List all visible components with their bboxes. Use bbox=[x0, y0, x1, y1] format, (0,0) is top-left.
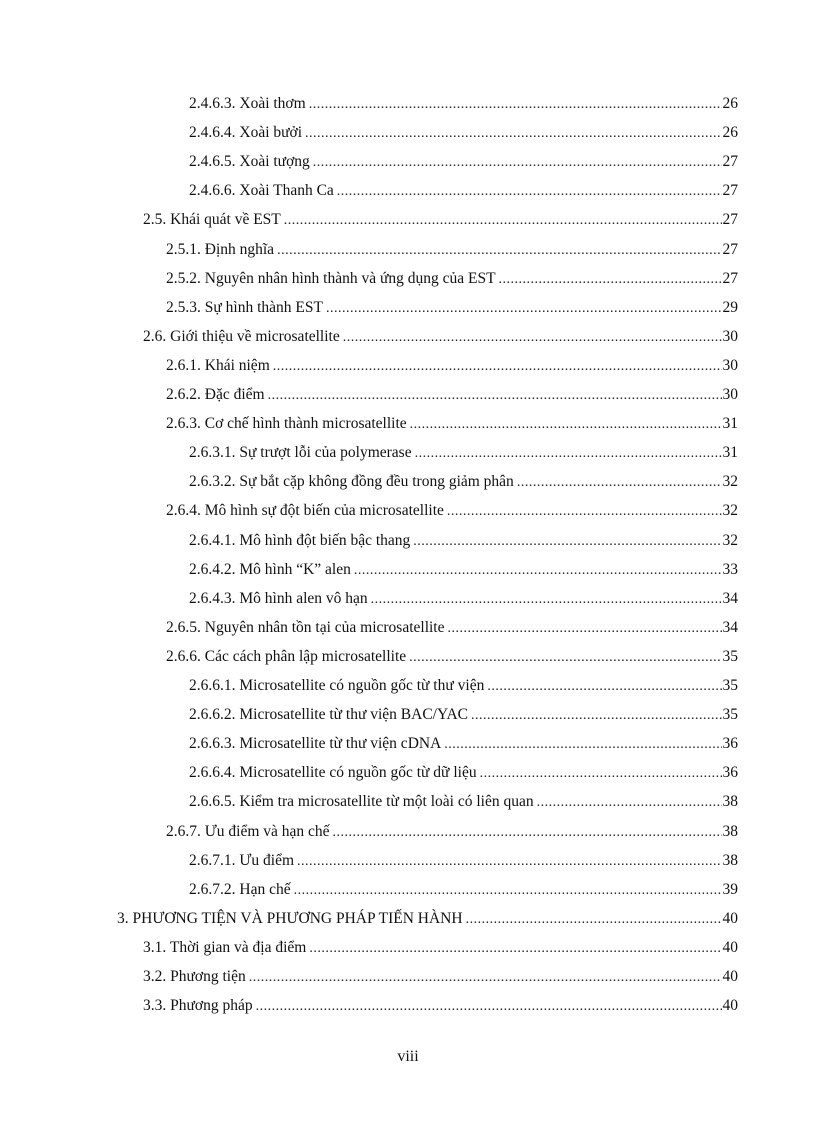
toc-entry[interactable] bbox=[166, 352, 738, 380]
toc-entry[interactable] bbox=[189, 585, 738, 613]
dot-leader bbox=[471, 702, 722, 730]
toc-entry-page: 35 bbox=[722, 706, 738, 724]
dot-leader bbox=[499, 266, 722, 294]
toc-entry-title: 2.6.3.2. Sự bắt cặp không đồng đều trong giảm phân bbox=[189, 473, 514, 491]
toc-entry-page: 35 bbox=[722, 647, 738, 665]
toc-entry-title: 3.1. Thời gian và địa điểm bbox=[143, 938, 307, 956]
toc-entry-title: 2.5. Khái quát về EST bbox=[143, 211, 281, 229]
toc-entry[interactable] bbox=[166, 497, 738, 525]
toc-entry-title: 2.6.6.2. Microsatellite từ thư viện BAC/YAC bbox=[189, 706, 468, 724]
toc-entry-page: 40 bbox=[722, 968, 738, 985]
toc-entry-title: 2.6.5. Nguyên nhân tồn tại của microsatellite bbox=[166, 618, 445, 636]
toc-entry[interactable] bbox=[166, 614, 738, 642]
toc-entry-title: 2.6.3.1. Sự trượt lỗi của polymerase bbox=[189, 444, 412, 462]
toc-entry-page: 35 bbox=[722, 677, 738, 694]
dot-leader bbox=[309, 935, 721, 963]
toc-entry[interactable] bbox=[189, 847, 738, 875]
dot-leader bbox=[444, 731, 721, 759]
toc-entry-title: 2.6.1. Khái niệm bbox=[166, 356, 270, 374]
toc-entry-page: 34 bbox=[722, 589, 738, 607]
toc-entry-page: 26 bbox=[722, 124, 738, 142]
toc-entry-page: 27 bbox=[722, 182, 738, 200]
dot-leader bbox=[413, 528, 721, 556]
toc-entry[interactable] bbox=[166, 294, 738, 322]
toc-entry[interactable] bbox=[189, 119, 738, 147]
dot-leader bbox=[487, 673, 721, 701]
toc-entry-title: 2.6.4.3. Mô hình alen vô hạn bbox=[189, 589, 368, 607]
dot-leader bbox=[297, 848, 721, 876]
dot-leader bbox=[448, 615, 722, 643]
dot-leader bbox=[333, 819, 722, 847]
toc-entry-title: 2.6.7.2. Hạn chế bbox=[189, 880, 291, 898]
toc-entry[interactable] bbox=[189, 439, 738, 467]
dot-leader bbox=[337, 178, 722, 206]
toc-entry-title: 2.6.4. Mô hình sự đột biến của microsatellite bbox=[166, 502, 444, 520]
toc-entry-title: 2.4.6.3. Xoài thơm bbox=[189, 95, 306, 112]
toc-entry-title: 2.6.2. Đặc điểm bbox=[166, 386, 265, 403]
toc-entry[interactable] bbox=[189, 788, 738, 816]
toc-entry-page: 38 bbox=[722, 793, 738, 811]
toc-entry-page: 32 bbox=[722, 502, 738, 520]
toc-entry-title: 2.6.6. Các cách phân lập microsatellite bbox=[166, 647, 407, 665]
toc-entry[interactable] bbox=[189, 556, 738, 584]
toc-entry[interactable] bbox=[189, 672, 738, 700]
toc-entry-page: 38 bbox=[722, 822, 738, 840]
dot-leader bbox=[284, 207, 722, 235]
dot-leader bbox=[466, 906, 722, 934]
dot-leader bbox=[294, 877, 722, 905]
toc-entry-title: 2.6. Giới thiệu về microsatellite bbox=[143, 327, 340, 345]
toc-entry-title: 2.6.6.1. Microsatellite có nguồn gốc từ thư viện bbox=[189, 677, 485, 694]
toc-entry-page: 39 bbox=[722, 880, 738, 898]
toc-entry[interactable] bbox=[166, 410, 738, 438]
toc-entry[interactable] bbox=[166, 265, 738, 293]
toc-entry-page: 34 bbox=[722, 618, 738, 636]
toc-entry[interactable] bbox=[166, 643, 738, 671]
toc-entry-page: 27 bbox=[722, 153, 738, 171]
toc-entry[interactable] bbox=[189, 90, 738, 118]
toc-entry[interactable] bbox=[143, 323, 738, 351]
toc-entry-title: 2.6.4.2. Mô hình “K” alen bbox=[189, 560, 351, 578]
toc-entry[interactable] bbox=[166, 236, 738, 264]
dot-leader bbox=[256, 993, 722, 1021]
toc-entry-title: 2.5.3. Sự hình thành EST bbox=[166, 298, 323, 316]
toc-entry-title: 2.5.1. Định nghĩa bbox=[166, 240, 275, 258]
dot-leader bbox=[273, 353, 722, 381]
dot-leader bbox=[309, 91, 722, 119]
dot-leader bbox=[354, 557, 722, 585]
toc-entry[interactable] bbox=[189, 876, 738, 904]
toc-entry-title: 2.4.6.6. Xoài Thanh Ca bbox=[189, 182, 334, 200]
toc-entry-title: 2.6.3. Cơ chế hình thành microsatellite bbox=[166, 415, 407, 433]
dot-leader bbox=[409, 644, 721, 672]
toc-entry-title: 2.6.6.5. Kiểm tra microsatellite từ một loài có liên quan bbox=[189, 793, 534, 811]
toc-entry-title: 3.3. Phương pháp bbox=[143, 997, 253, 1015]
toc-entry[interactable] bbox=[189, 177, 738, 205]
toc-entry-page: 32 bbox=[722, 473, 738, 491]
toc-entry-title: 3.2. Phương tiện bbox=[143, 968, 246, 985]
toc-entry-page: 40 bbox=[722, 997, 738, 1015]
dot-leader bbox=[326, 295, 722, 323]
toc-entry-page: 31 bbox=[722, 444, 738, 462]
dot-leader bbox=[305, 120, 721, 148]
toc-entry[interactable] bbox=[143, 206, 738, 234]
toc-entry-page: 40 bbox=[722, 938, 738, 956]
toc-entry-page: 26 bbox=[722, 95, 738, 112]
dot-leader bbox=[343, 324, 722, 352]
toc-entry-page: 27 bbox=[722, 240, 738, 258]
toc-entry[interactable] bbox=[166, 381, 738, 409]
dot-leader bbox=[277, 237, 721, 265]
toc-entry[interactable] bbox=[189, 148, 738, 176]
dot-leader bbox=[447, 498, 722, 526]
dot-leader bbox=[537, 789, 722, 817]
toc-entry-page: 36 bbox=[722, 735, 738, 753]
toc-entry[interactable] bbox=[189, 730, 738, 758]
toc-entry[interactable] bbox=[189, 701, 738, 729]
toc-entry[interactable] bbox=[189, 759, 738, 787]
toc-entry-page: 33 bbox=[722, 560, 738, 578]
dot-leader bbox=[517, 469, 722, 497]
toc-entry-page: 30 bbox=[722, 356, 738, 374]
toc-entry[interactable] bbox=[143, 963, 738, 991]
toc-entry[interactable] bbox=[189, 468, 738, 496]
toc-entry-title: 2.6.6.4. Microsatellite có nguồn gốc từ dữ liệu bbox=[189, 764, 477, 782]
toc-entry[interactable] bbox=[143, 934, 738, 962]
toc-entry-page: 27 bbox=[722, 211, 738, 229]
toc-entry-title: 2.4.6.5. Xoài tượng bbox=[189, 153, 310, 171]
toc-entry[interactable] bbox=[166, 818, 738, 846]
toc-entry[interactable] bbox=[143, 992, 738, 1020]
toc-entry-title: 3. PHƯƠNG TIỆN VÀ PHƯƠNG PHÁP TIẾN HÀNH bbox=[117, 909, 463, 927]
toc-entry-title: 2.4.6.4. Xoài bưởi bbox=[189, 124, 303, 142]
dot-leader bbox=[371, 586, 722, 614]
toc-entry-title: 2.6.7.1. Ưu điểm bbox=[189, 851, 295, 869]
page-number: viii bbox=[397, 1048, 419, 1065]
toc-entry-title: 2.6.7. Ưu điểm và hạn chế bbox=[166, 822, 330, 840]
dot-leader bbox=[268, 382, 722, 410]
toc-entry-title: 2.6.6.3. Microsatellite từ thư viện cDNA bbox=[189, 735, 442, 753]
toc-entry-page: 40 bbox=[722, 909, 738, 927]
toc-entry-page: 38 bbox=[722, 851, 738, 869]
toc-entry-page: 36 bbox=[722, 764, 738, 782]
toc-entry-title: 2.5.2. Nguyên nhân hình thành và ứng dụng của EST bbox=[166, 269, 496, 287]
toc-entry-page: 30 bbox=[722, 386, 738, 403]
toc-entry[interactable] bbox=[117, 905, 738, 933]
toc-entry-title: 2.6.4.1. Mô hình đột biến bậc thang bbox=[189, 531, 411, 549]
toc-entry-page: 30 bbox=[722, 327, 738, 345]
toc-entry-page: 29 bbox=[722, 298, 738, 316]
dot-leader bbox=[415, 440, 722, 468]
dot-leader bbox=[410, 411, 722, 439]
toc-entry-page: 31 bbox=[722, 415, 738, 433]
dot-leader bbox=[480, 760, 722, 788]
dot-leader bbox=[313, 149, 722, 177]
toc-entry-page: 32 bbox=[722, 531, 738, 549]
dot-leader bbox=[249, 964, 722, 992]
toc-entry[interactable] bbox=[189, 527, 738, 555]
toc-entry-page: 27 bbox=[722, 269, 738, 287]
